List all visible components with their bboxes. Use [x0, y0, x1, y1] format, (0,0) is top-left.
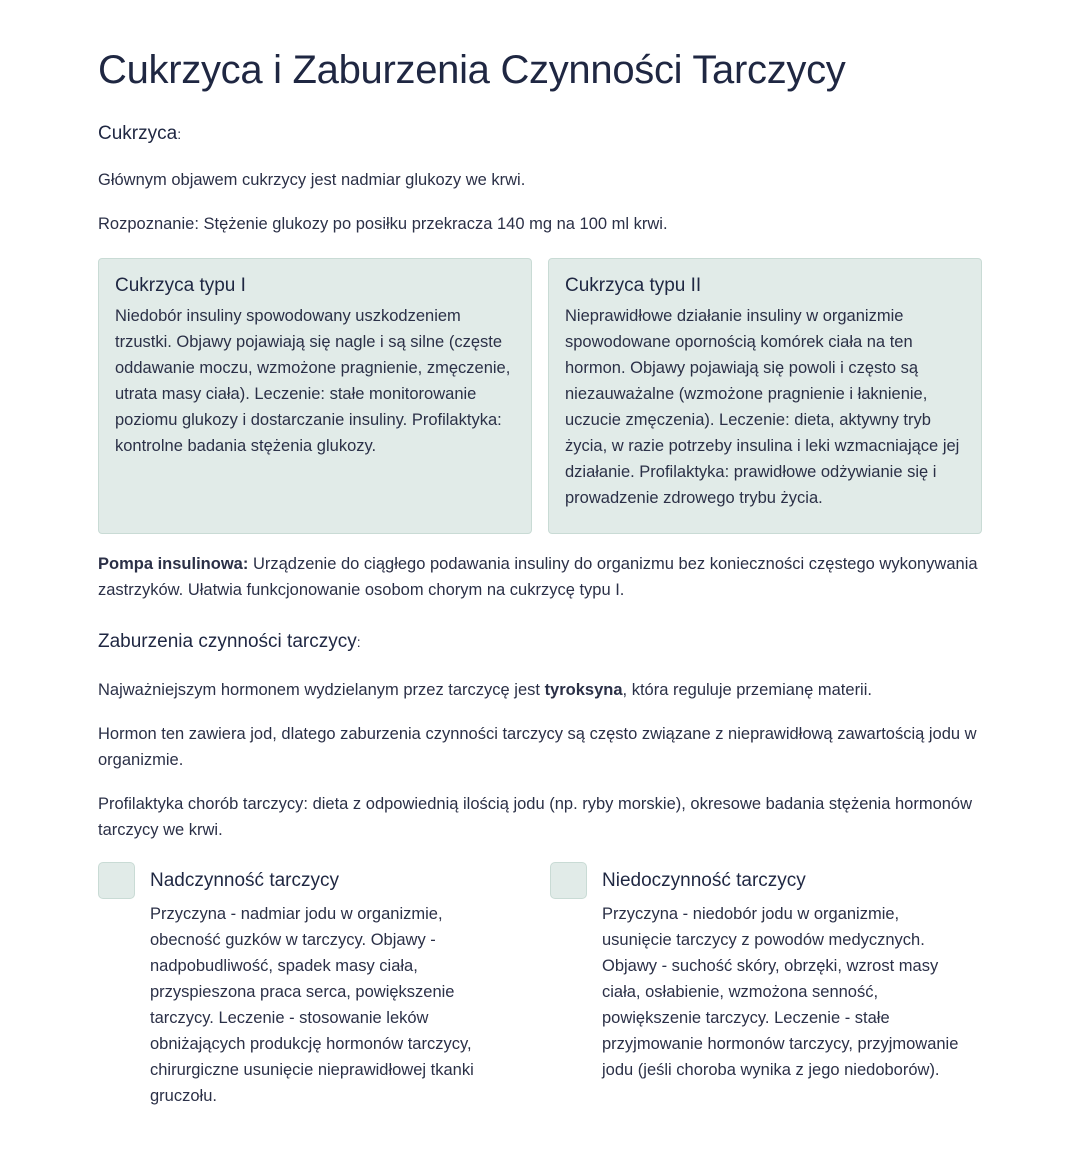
card-title: Cukrzyca typu II — [565, 275, 702, 296]
card-type-1 — [98, 258, 532, 534]
section-heading-thyroid — [98, 631, 361, 653]
card-text: Niedobór insuliny spowodowany uszkodzeniem trzustki. Objawy pojawiają się nagle i są silne (częste oddawanie moczu, wzmożone pragnienie, zmęczenie, utrata masy ciała). Leczenie: stałe monitorowanie poziomu glukozy i dostarczanie insuliny. Profilaktyka: kontrolne badania stężenia glukozy. — [115, 307, 511, 455]
heading-colon: : — [356, 634, 361, 650]
paragraph — [98, 677, 983, 703]
item-text: Przyczyna - nadmiar jodu w organizmie, obecność guzków w tarczycy. Objawy - nadpobudliwość, spadek masy ciała, przyspieszona praca serca, powiększenie tarczycy. Leczenie - stosowanie leków obniżających produkcję hormonów tarczycy, chirurgiczne usunięcie nieprawidłowej tkanki gruczołu. — [150, 905, 474, 1105]
item-text: Przyczyna - niedobór jodu w organizmie, usunięcie tarczycy z powodów medycznych. Objawy - suchość skóry, obrzęki, wzrost masy ciała, osłabienie, wzmożona senność, powiększenie tarczycy. Leczenie - stałe przyjmowanie hormonów tarczycy, przyjmowanie jodu (jeśli choroba wynika z jego niedoborów). — [602, 905, 959, 1079]
card-title: Cukrzyca typu I — [115, 275, 246, 296]
card-type-2 — [548, 258, 982, 534]
text: Najważniejszym hormonem wydzielanym przez tarczycę jest — [98, 681, 545, 699]
bullet-square-icon — [98, 862, 135, 899]
section-heading-diabetes — [98, 123, 181, 145]
heading-text: Cukrzyca — [98, 123, 178, 144]
insulin-pump-paragraph — [98, 551, 983, 603]
paragraph: Głównym objawem cukrzycy jest nadmiar glukozy we krwi. — [98, 171, 526, 189]
page-title: Cukrzyca i Zaburzenia Czynności Tarczycy — [98, 48, 846, 92]
bullet-square-icon — [550, 862, 587, 899]
card-text: Nieprawidłowe działanie insuliny w organizmie spowodowane opornością komórek ciała na ten hormon. Objawy pojawiają się powoli i często są niezauważalne (wzmożone pragnienie i łaknienie, uczucie zmęczenia). Leczenie: dieta, aktywny tryb życia, w razie potrzeby insulina i leki wzmacniające jej działanie. Profilaktyka: prawidłowe odżywianie się i prowadzenie zdrowego trybu życia. — [565, 307, 960, 507]
item-title: Niedoczynność tarczycy — [602, 870, 806, 891]
diabetes-types — [98, 258, 983, 534]
paragraph: Hormon ten zawiera jod, dlatego zaburzenia czynności tarczycy są często związane z nieprawidłową zawartością jodu w organizmie. — [98, 725, 977, 769]
bold-term: tyroksyna — [544, 681, 623, 699]
heading-text: Zaburzenia czynności tarczycy — [98, 631, 357, 652]
pump-text: Urządzenie do ciągłego podawania insuliny do organizmu bez konieczności częstego wykonywania zastrzyków. Ułatwia funkcjonowanie osobom chorym na cukrzycę typu I. — [98, 555, 978, 599]
text: , która reguluje przemianę materii. — [622, 681, 872, 699]
pump-label: Pompa insulinowa: — [98, 555, 249, 573]
item-title: Nadczynność tarczycy — [150, 870, 340, 891]
heading-colon: : — [177, 126, 182, 142]
paragraph: Profilaktyka chorób tarczycy: dieta z odpowiednią ilością jodu (np. ryby morskie), okresowe badania stężenia hormonów tarczycy we krwi. — [98, 795, 973, 839]
paragraph: Rozpoznanie: Stężenie glukozy po posiłku przekracza 140 mg na 100 ml krwi. — [98, 215, 668, 233]
